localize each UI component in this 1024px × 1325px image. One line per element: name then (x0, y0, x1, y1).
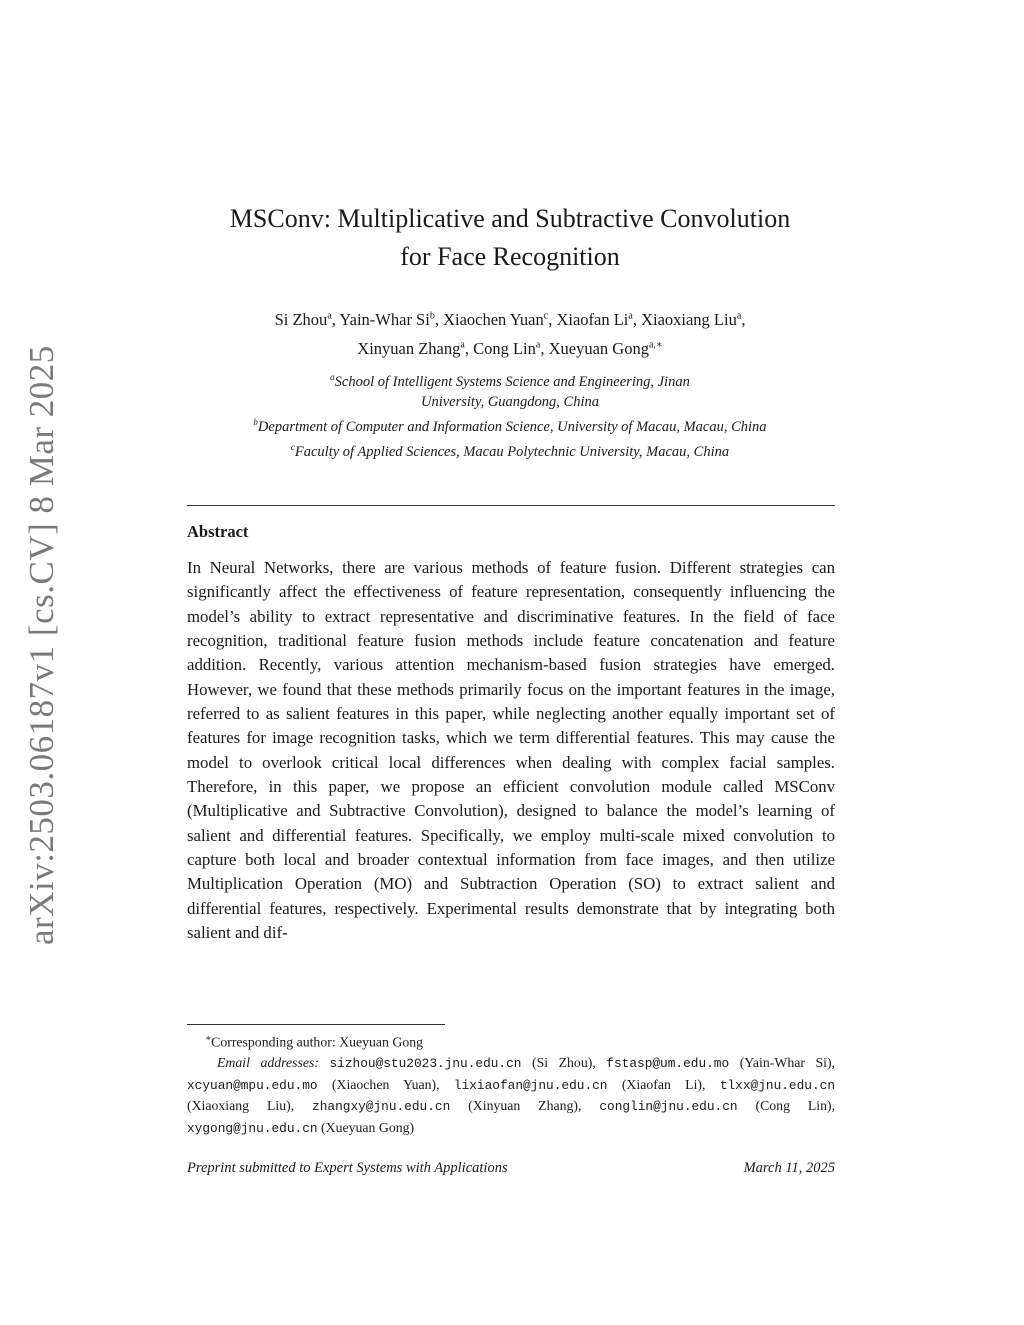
abstract-top-rule (187, 505, 835, 506)
arxiv-identifier: arXiv:2503.06187v1 [cs.CV] 8 Mar 2025 (22, 345, 61, 945)
paper-title (160, 200, 860, 276)
author: Si Zhou$^a$, (274, 309, 340, 329)
affiliations (160, 367, 860, 461)
abstract-heading: Abstract (187, 522, 249, 541)
affiliation-a: $^a$School of Intelligent Systems Science and Engineering, Jinan University, Guangdong, China (330, 372, 690, 410)
author: Xiaofan Li$^a$, (556, 309, 642, 329)
email-link[interactable]: fstasp@um.edu.mo (606, 1056, 730, 1072)
author-list (150, 303, 870, 362)
corresponding-author-note: ∗Corresponding author: Xueyuan Gong (205, 1033, 424, 1050)
footnote-rule (187, 1024, 445, 1025)
email-link[interactable]: lixiaofan@jnu.edu.cn (453, 1077, 608, 1093)
email-label: Email addresses: (217, 1055, 319, 1071)
abstract-text: In Neural Networks, there are various methods of feature fusion. Different strategies can significantly affect the effectiveness of feature representation, consequently influencing the model’s ability to extract representative and discriminative features. In the field of face recognition, traditional feature fusion methods include feature concatenation and feature addition. Recently, various attention mechanism-based fusion strategies have emerged. However, we found that these methods primarily focus on the important features in the image, referred to as salient features in this paper, while neglecting another equally important set of features for image recognition tasks, which we term differential features. This may cause the model to overlook critical local differences when dealing with complex facial samples. Therefore, in this paper, we propose an efficient convolution module called MSConv (Multiplicative and Subtractive Convolution), designed to balance the model’s learning of salient and differential features. Specifically, we employ multi-scale mixed convolution to capture both local and broader contextual information from face images, and then utilize Multiplication Operation (MO) and Subtraction Operation (SO) to extract salient and differential features, respectively. Experimental results demonstrate that by integrating both salient and dif- (187, 558, 835, 943)
footnote (187, 1028, 835, 1139)
author: Cong Lin$^a$, (473, 339, 549, 358)
email-addresses: Email addresses: sizhou@stu2023.jnu.edu.cn (Si Zhou), fstasp@um.edu.mo (Yain-Whar Si), xcyuan@mpu.edu.mo (Xiaochen Yuan), lixiaofan@jnu.edu.cn (Xiaofan Li), tlxx@jnu.edu.cn (Xiaoxiang Liu), zhangxy@jnu.edu.cn (Xinyuan Zhang), conglin@jnu.edu.cn (Cong Lin), xygong@jnu.edu.cn (Xueyuan Gong) (187, 1055, 836, 1136)
email-link[interactable]: sizhou@stu2023.jnu.edu.cn (329, 1056, 522, 1072)
footer-venue: Preprint submitted to Expert Systems with Applications (187, 1160, 508, 1176)
footer-date: March 11, 2025 (743, 1160, 835, 1176)
email-link[interactable]: xcyuan@mpu.edu.mo (187, 1077, 318, 1093)
email-link[interactable]: xygong@jnu.edu.cn (187, 1120, 318, 1136)
affiliation-b: $^b$Department of Computer and Information Science, University of Macau, Macau, China (253, 416, 767, 435)
author: Xinyuan Zhang$^a$, (357, 339, 474, 358)
email-link[interactable]: conglin@jnu.edu.cn (599, 1099, 738, 1115)
title-line-1: MSConv: Multiplicative and Subtractive Convolution (229, 204, 791, 233)
email-link[interactable]: tlxx@jnu.edu.cn (719, 1077, 836, 1093)
author: Xiaoxiang Liu$^a$, (641, 309, 746, 329)
author: Xiaochen Yuan$^c$, (443, 309, 557, 329)
affiliation-c: $^c$Faculty of Applied Sciences, Macau Polytechnic University, Macau, China (290, 441, 730, 460)
email-link[interactable]: zhangxy@jnu.edu.cn (312, 1099, 451, 1115)
title-line-2: for Face Recognition (400, 242, 620, 271)
author: Yain-Whar Si$^b$, (339, 309, 444, 329)
author: Xueyuan Gong$^{a,∗}$ (548, 339, 663, 358)
